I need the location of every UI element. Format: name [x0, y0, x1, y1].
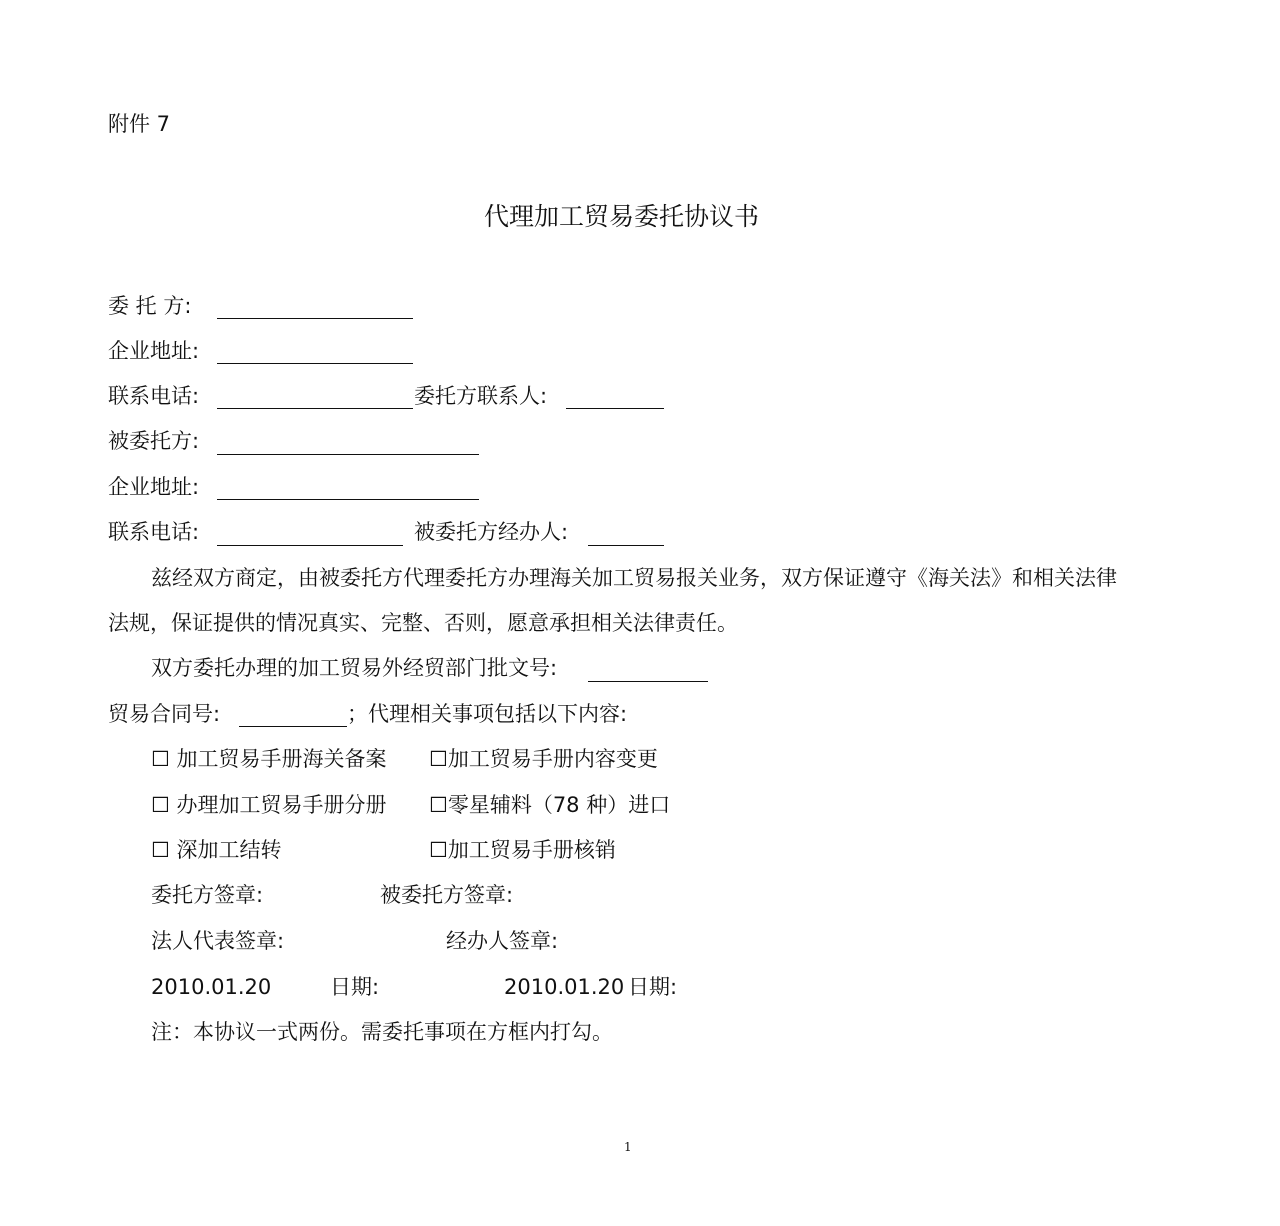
contract-number-blank: [239, 726, 347, 727]
page-title: 代理加工贸易委托协议书: [484, 202, 760, 231]
date-right-value: 2010.01.20: [504, 975, 625, 999]
client-address-blank: [217, 363, 413, 364]
client-label: 委 托 方:: [108, 294, 192, 318]
agent-blank: [217, 454, 479, 455]
option-handbook-change[interactable]: ☐加工贸易手册内容变更: [429, 747, 658, 771]
client-address-label: 企业地址:: [108, 339, 200, 363]
client-seal-label: 委托方签章:: [151, 883, 264, 907]
paragraph-line-2: 法规，保证提供的情况真实、完整、否则，愿意承担相关法律责任。: [108, 611, 738, 635]
agent-handler-label: 被委托方经办人:: [414, 520, 569, 544]
footnote: 注：本协议一式两份。需委托事项在方框内打勾。: [151, 1020, 613, 1044]
client-contact-label: 委托方联系人:: [414, 384, 548, 408]
date-right-label: 日期:: [628, 975, 678, 999]
approval-number-blank: [588, 681, 708, 682]
agent-phone-blank: [217, 545, 403, 546]
option-deep-processing[interactable]: ☐ 深加工结转: [151, 838, 282, 862]
handler-seal-label: 经办人签章:: [446, 929, 559, 953]
client-contact-blank: [566, 408, 664, 409]
page-number: 1: [624, 1140, 632, 1154]
agent-label: 被委托方:: [108, 429, 200, 453]
client-phone-label: 联系电话:: [108, 384, 200, 408]
agent-handler-blank: [588, 545, 664, 546]
option-handbook-verification[interactable]: ☐加工贸易手册核销: [429, 838, 616, 862]
agent-address-label: 企业地址:: [108, 475, 200, 499]
approval-number-label: 双方委托办理的加工贸易外经贸部门批文号:: [151, 656, 558, 680]
date-left-value: 2010.01.20: [151, 975, 272, 999]
client-phone-blank: [217, 408, 413, 409]
agent-seal-label: 被委托方签章:: [380, 883, 514, 907]
items-intro: ；代理相关事项包括以下内容:: [347, 702, 628, 726]
option-handbook-split[interactable]: ☐ 办理加工贸易手册分册: [151, 793, 387, 817]
option-accessories-import[interactable]: ☐零星辅料（78 种）进口: [429, 793, 671, 817]
paragraph-line-1: 兹经双方商定，由被委托方代理委托方办理海关加工贸易报关业务，双方保证遵守《海关法》和相关法律: [151, 566, 1117, 590]
attachment-label: 附件 7: [108, 112, 171, 136]
date-left-label: 日期:: [330, 975, 380, 999]
contract-number-label: 贸易合同号:: [108, 702, 221, 726]
agent-address-blank: [217, 499, 479, 500]
client-blank: [217, 318, 413, 319]
legal-rep-seal-label: 法人代表签章:: [151, 929, 285, 953]
agent-phone-label: 联系电话:: [108, 520, 200, 544]
option-handbook-filing[interactable]: ☐ 加工贸易手册海关备案: [151, 747, 387, 771]
